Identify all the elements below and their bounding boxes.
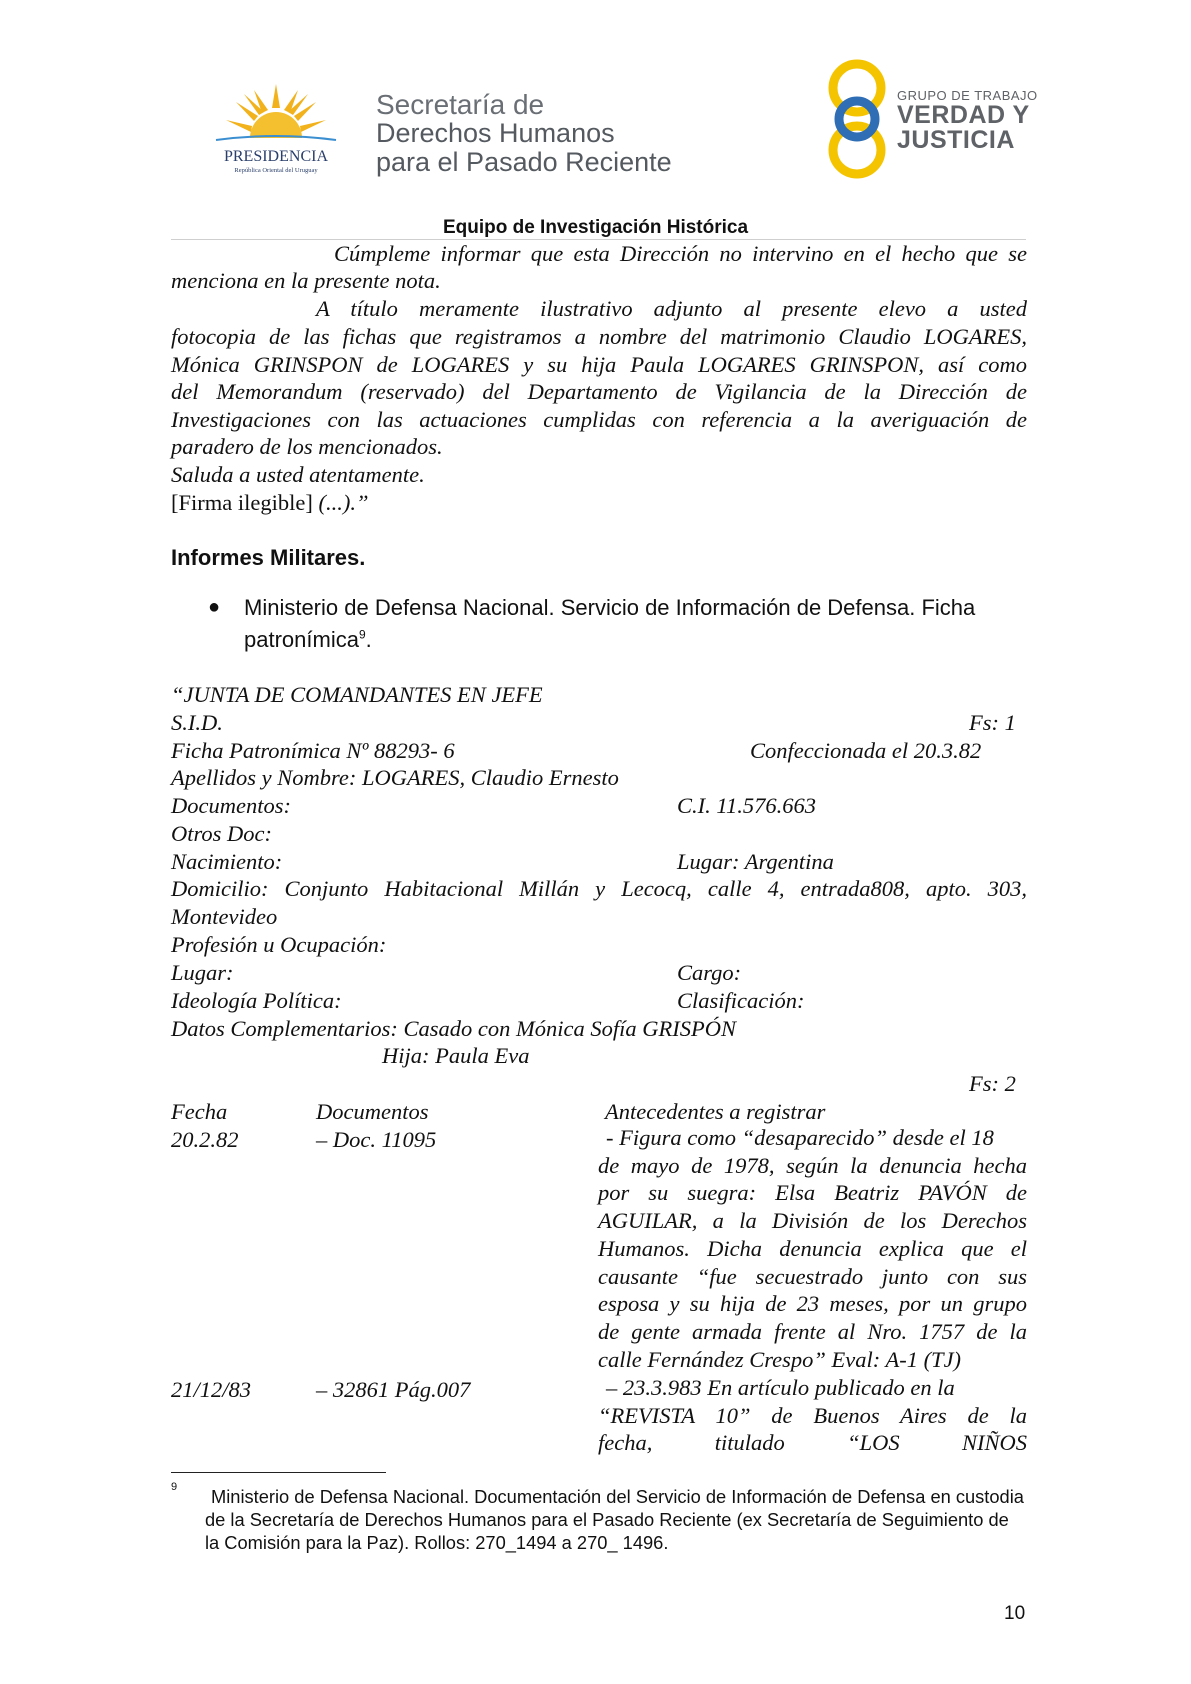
firma-end: (...).” <box>318 490 369 515</box>
col-header-fecha: Fecha <box>171 1099 228 1124</box>
ficha-hija: Hija: Paula Eva <box>382 1043 530 1068</box>
ficha-fs2: Fs: 2 <box>969 1071 1016 1096</box>
row-1-line: de gente armada frente al Nro. 1757 de la <box>598 1318 1027 1344</box>
ficha-ci: C.I. 11.576.663 <box>677 793 816 818</box>
signature-line <box>171 490 368 516</box>
page-number: 10 <box>1004 1603 1026 1624</box>
row-1-line: esposa y su hija de 23 meses, por un grupo <box>598 1291 1027 1317</box>
ficha-fs1: Fs: 1 <box>969 710 1016 735</box>
row-1-antecedentes <box>598 1124 1027 1373</box>
bullet-icon: ● <box>208 596 221 618</box>
row-1-doc: – Doc. 11095 <box>316 1127 437 1152</box>
presidencia-logo-subtext: República Oriental del Uruguay <box>234 167 318 174</box>
ficha-lugar-nacimiento: Lugar: Argentina <box>677 849 834 874</box>
ficha-domicilio: Domicilio: Conjunto Habitacional Millán y Lecocq, calle 4, entrada808, apto. 303, <box>171 876 1027 901</box>
row-2-fecha: 21/12/83 <box>171 1377 252 1402</box>
letter-line-9: Saluda a usted atentamente. <box>171 462 425 487</box>
letter-paragraph <box>171 323 1027 434</box>
letter-line-2: menciona en la presente nota. <box>171 268 441 293</box>
presidencia-logo <box>196 82 356 174</box>
row-1-line: de mayo de 1978, según la denuncia hecha <box>598 1152 1027 1178</box>
ficha-nacimiento: Nacimiento: <box>171 849 283 874</box>
informes-heading: Informes Militares. <box>171 545 366 570</box>
ficha-datos-complementarios: Datos Complementarios: Casado con Mónica Sofía GRISPÓN <box>171 1016 736 1041</box>
sun-emblem-icon <box>216 84 336 140</box>
secretaria-line-3: para el Pasado Reciente <box>376 147 672 177</box>
ficha-confeccionada: Confeccionada el 20.3.82 <box>750 738 982 763</box>
row-1-line: causante “fue secuestrado junto con sus <box>598 1263 1027 1289</box>
letter-line-5: Mónica GRINSPON de LOGARES y su hija Paula LOGARES GRINSPON, así como <box>171 351 1027 377</box>
letter-line-4: fotocopia de las fichas que registramos a nombre del matrimonio Claudio LOGARES, <box>171 324 1027 349</box>
footnote-ref[interactable]: 9 <box>358 627 366 642</box>
secretaria-title <box>376 90 672 177</box>
ficha-junta: “JUNTA DE COMANDANTES EN JEFE <box>171 682 543 707</box>
team-heading: Equipo de Investigación Histórica <box>442 217 749 238</box>
row-2-doc: – 32861 Pág.007 <box>316 1377 471 1402</box>
col-header-antecedentes: Antecedentes a registrar <box>605 1099 826 1124</box>
footnote-number: 9 <box>171 1481 178 1493</box>
row-2-line: – 23.3.983 En artículo publicado en la <box>606 1375 955 1400</box>
row-1-line: calle Fernández Crespo” Eval: A-1 (TJ) <box>598 1346 962 1372</box>
footnote-divider <box>171 1472 386 1473</box>
presidencia-logo-text: PRESIDENCIA <box>223 148 329 165</box>
secretaria-line-1: Secretaría de <box>376 89 545 120</box>
gvj-line-1: GRUPO DE TRABAJO <box>897 88 1038 103</box>
letter-line-6: del Memorandum (reservado) del Departamento de Vigilancia de la Dirección de <box>171 379 1027 405</box>
row-1-line: por su suegra: Elsa Beatriz PAVÓN de <box>598 1180 1027 1206</box>
row-2-antecedentes <box>598 1374 1027 1457</box>
letter-line-1: Cúmpleme informar que esta Dirección no intervino en el hecho que se <box>334 241 1027 266</box>
ficha-number: Ficha Patronímica Nº 88293- 6 <box>171 738 455 763</box>
ficha-cargo: Cargo: <box>677 960 742 985</box>
row-1-line: AGUILAR, a la División de los Derechos <box>598 1208 1027 1234</box>
ficha-documentos-label: Documentos: <box>171 793 291 818</box>
ficha-clasificacion: Clasificación: <box>677 988 805 1013</box>
gvj-line-3: JUSTICIA <box>897 126 1015 154</box>
letter-line-7: Investigaciones con las actuaciones cumplidas con referencia a la averiguación de <box>171 407 1027 433</box>
letter-line-3: A título meramente ilustrativo adjunto al presente elevo a usted <box>316 296 1027 321</box>
ficha-otros-doc: Otros Doc: <box>171 821 273 846</box>
secretaria-line-2: Derechos Humanos <box>376 118 615 148</box>
ficha-profesion: Profesión u Ocupación: <box>171 932 387 957</box>
bullet-item: Ministerio de Defensa Nacional. Servicio de Información de Defensa. Ficha patronímica$^9$. <box>244 595 976 652</box>
row-1-line: - Figura como “desaparecido” desde el 18 <box>606 1125 994 1150</box>
row-2-line: fecha, titulado “LOS NIÑOS <box>598 1430 1027 1456</box>
letter-line-8: paradero de los mencionados. <box>171 434 443 459</box>
row-1-line: Humanos. Dicha denuncia explica que el <box>598 1235 1027 1261</box>
gvj-line-2: VERDAD Y <box>897 101 1030 129</box>
ficha-ideologia: Ideología Política: <box>171 988 342 1013</box>
verdad-justicia-logo-text <box>897 88 1038 153</box>
ficha-lugar: Lugar: <box>171 960 234 985</box>
ficha-sid: S.I.D. <box>171 710 223 735</box>
footnote-text: Ministerio de Defensa Nacional. Documentación del Servicio de Información de Defensa en custodia de la Secretaría de Derechos Humanos para el Pasado Reciente (ex Secretaría de Seguimiento de la Comisión para la Paz). Rollos: 270_1494 a 270_ 1496. <box>205 1486 1024 1553</box>
firma-ilegible: [Firma ilegible] <box>171 490 313 515</box>
row-2-line: “REVISTA 10” de Buenos Aires de la <box>598 1402 1027 1428</box>
row-1-fecha: 20.2.82 <box>171 1127 239 1152</box>
col-header-documentos: Documentos <box>316 1099 429 1124</box>
verdad-justicia-rings-icon <box>822 58 892 180</box>
ficha-domicilio-2: Montevideo <box>171 904 278 929</box>
ficha-apellidos: Apellidos y Nombre: LOGARES, Claudio Ernesto <box>171 765 619 790</box>
